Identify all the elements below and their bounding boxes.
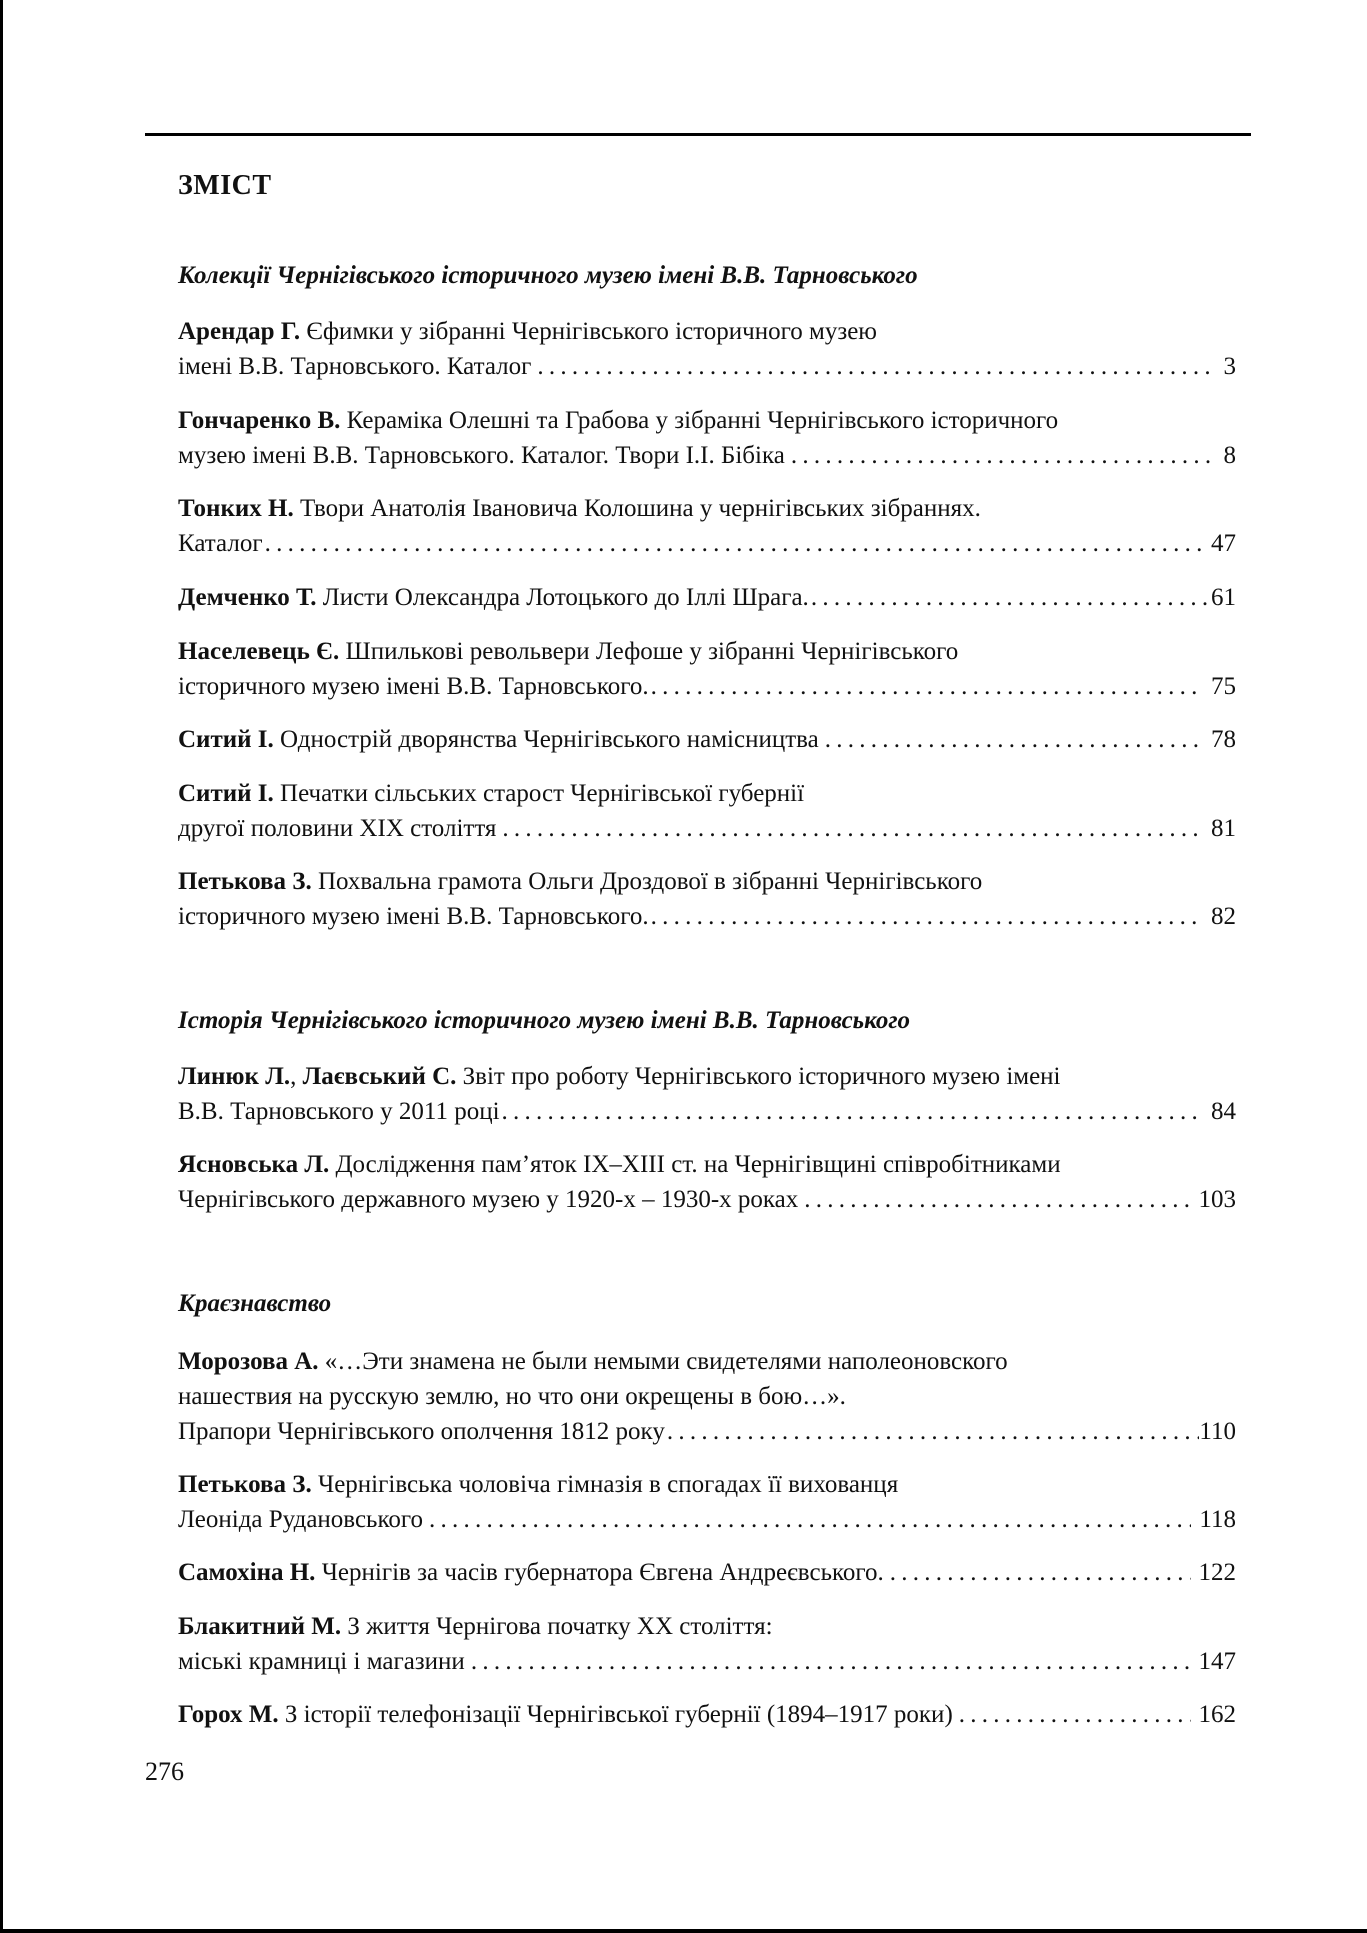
toc-entry[interactable] [178, 1555, 1236, 1590]
entry-page: 75 [1211, 673, 1236, 700]
toc-entry[interactable] [178, 580, 1236, 615]
entry-title-line: Дослідження пам’яток ІХ–ХІІІ ст. на Чернігівщині співробітниками [335, 1151, 1061, 1178]
entry-title-line: історичного музею імені В.В. Тарновського. [178, 673, 649, 700]
toc-entry[interactable] [178, 1344, 1236, 1449]
toc-entry[interactable] [178, 634, 1236, 704]
dot-leader [265, 526, 1203, 561]
dot-leader [959, 1697, 1191, 1732]
entry-author: Демченко Т. [178, 584, 317, 611]
entry-page: 81 [1211, 815, 1236, 842]
entry-title-line: В.В. Тарновського у 2011 році [178, 1098, 500, 1125]
entry-author: Блакитний М. [178, 1613, 342, 1640]
entry-title-line: Леоніда Рудановського [178, 1506, 423, 1533]
dot-leader [502, 811, 1203, 846]
entry-author: Ситий І. [178, 780, 274, 807]
entry-page: 61 [1211, 584, 1236, 611]
entry-page: 8 [1223, 442, 1236, 469]
entry-title-line: музею імені В.В. Тарновського. Каталог. Твори І.І. Бібіка [178, 442, 785, 469]
entry-title-line: Кераміка Олешні та Грабова у зібранні Чернігівського історичного [346, 407, 1059, 434]
entry-page: 162 [1198, 1701, 1236, 1728]
entry-author: Горох М. [178, 1701, 279, 1728]
entry-page: 78 [1211, 726, 1236, 753]
entry-page: 147 [1198, 1648, 1236, 1675]
toc-entry[interactable] [178, 1147, 1236, 1217]
entry-author: Петькова З. [178, 1471, 312, 1498]
entry-title-line: нашествия на русскую землю, но что они окрещены в бою…». [178, 1383, 846, 1410]
entry-title-line: Чернігів за часів губернатора Євгена Андреєвського. [321, 1559, 884, 1586]
entry-author: Арендар Г. [178, 318, 301, 345]
entry-title-line: Каталог [178, 530, 263, 557]
entry-title-line: Звіт про роботу Чернігівського історичного музею імені [462, 1063, 1061, 1090]
entry-title-line: Печатки сільських старост Чернігівської губернії [280, 780, 805, 807]
entry-title-line: Єфимки у зібранні Чернігівського історичного музею [306, 318, 877, 345]
entry-title-line: З життя Чернігова початку ХХ століття: [347, 1613, 773, 1640]
page-border-left [0, 0, 3, 1933]
section-title: Історія Чернігівського історичного музею імені В.В. Тарновського [178, 1007, 911, 1034]
dot-leader [811, 580, 1211, 615]
entry-title-line: «…Эти знамена не были немыми свидетелями наполеоновского [324, 1348, 1008, 1375]
toc-entry[interactable]: Линюк Л., Лаєвський С. Звіт про роботу Чернігівського історичного музею імені В.В. Тарновського у 2011 році . . . 84 [178, 1059, 1236, 1129]
toc-entry[interactable] [178, 403, 1236, 473]
entry-page: 110 [1199, 1418, 1236, 1445]
entry-author: Гончаренко В. [178, 407, 341, 434]
dot-leader [502, 1094, 1203, 1129]
dot-leader [890, 1555, 1191, 1590]
entry-title-line: міські крамниці і магазини [178, 1648, 465, 1675]
entry-title-line: Прапори Чернігівського ополчення 1812 року [178, 1418, 665, 1445]
entry-page: 47 [1211, 530, 1236, 557]
toc-entry[interactable] [178, 491, 1236, 561]
toc-entry[interactable] [178, 722, 1236, 757]
toc-entry[interactable] [178, 864, 1236, 934]
dot-leader [471, 1644, 1191, 1679]
header-rule [145, 133, 1251, 136]
page-number: 276 [145, 1757, 184, 1786]
entry-title-line: Похвальна грамота Ольги Дроздової в зібранні Чернігівського [317, 868, 983, 895]
entry-page: 3 [1223, 353, 1236, 380]
entry-author: Населевець Є. [178, 638, 340, 665]
entry-author: Петькова З. [178, 868, 312, 895]
dot-leader [429, 1502, 1191, 1537]
entry-author: Морозова А. [178, 1348, 319, 1375]
entry-title-line: Чернігівського державного музею у 1920-х – 1930-х роках [178, 1186, 799, 1213]
entry-page: 103 [1198, 1186, 1236, 1213]
section-title: Колекції Чернігівського історичного музею імені В.В. Тарновського [178, 262, 918, 289]
toc-entry[interactable] [178, 314, 1236, 384]
page-title: ЗМІСТ [178, 170, 272, 201]
dot-leader [651, 899, 1203, 934]
entry-page: 122 [1198, 1559, 1236, 1586]
entry-title-line: Чернігівська чоловіча гімназія в спогадах її вихованця [317, 1471, 899, 1498]
entry-page: 84 [1211, 1098, 1236, 1125]
entry-title-line: Однострій дворянства Чернігівського намісництва [280, 726, 819, 753]
entry-title-line: Листи Олександра Лотоцького до Іллі Шрага. [322, 584, 809, 611]
dot-leader [825, 722, 1203, 757]
entry-author: Ситий І. [178, 726, 274, 753]
entry-author: Лаєвський С. [302, 1063, 457, 1090]
entry-author: Ясновська Л. [178, 1151, 330, 1178]
entry-title-line: імені В.В. Тарновського. Каталог [178, 353, 532, 380]
dot-leader [791, 438, 1216, 473]
entry-page: 82 [1211, 903, 1236, 930]
toc-entry[interactable] [178, 1697, 1236, 1732]
entry-title-line: другої половини ХІХ століття [178, 815, 497, 842]
toc-entry[interactable] [178, 776, 1236, 846]
dot-leader [667, 1414, 1200, 1449]
entry-title-line: історичного музею імені В.В. Тарновського. [178, 903, 649, 930]
toc-entry[interactable] [178, 1609, 1236, 1679]
entry-author: Самохіна Н. [178, 1559, 316, 1586]
entry-title-line: Твори Анатолія Івановича Колошина у чернігівських зібраннях. [299, 495, 981, 522]
entry-author: Тонких Н. [178, 495, 294, 522]
entry-title-line: З історії телефонізації Чернігівської губернії (1894–1917 роки) [284, 1701, 953, 1728]
dot-leader [804, 1182, 1190, 1217]
section-title: Краєзнавство [178, 1290, 332, 1317]
dot-leader [651, 669, 1203, 704]
entry-author: Линюк Л. [178, 1063, 291, 1090]
entry-title-line: Шпилькові револьвери Лефоше у зібранні Чернігівського [345, 638, 959, 665]
page-border-bottom [0, 1929, 1367, 1933]
entry-page: 118 [1199, 1506, 1236, 1533]
toc-entry[interactable] [178, 1467, 1236, 1537]
dot-leader [537, 349, 1215, 384]
